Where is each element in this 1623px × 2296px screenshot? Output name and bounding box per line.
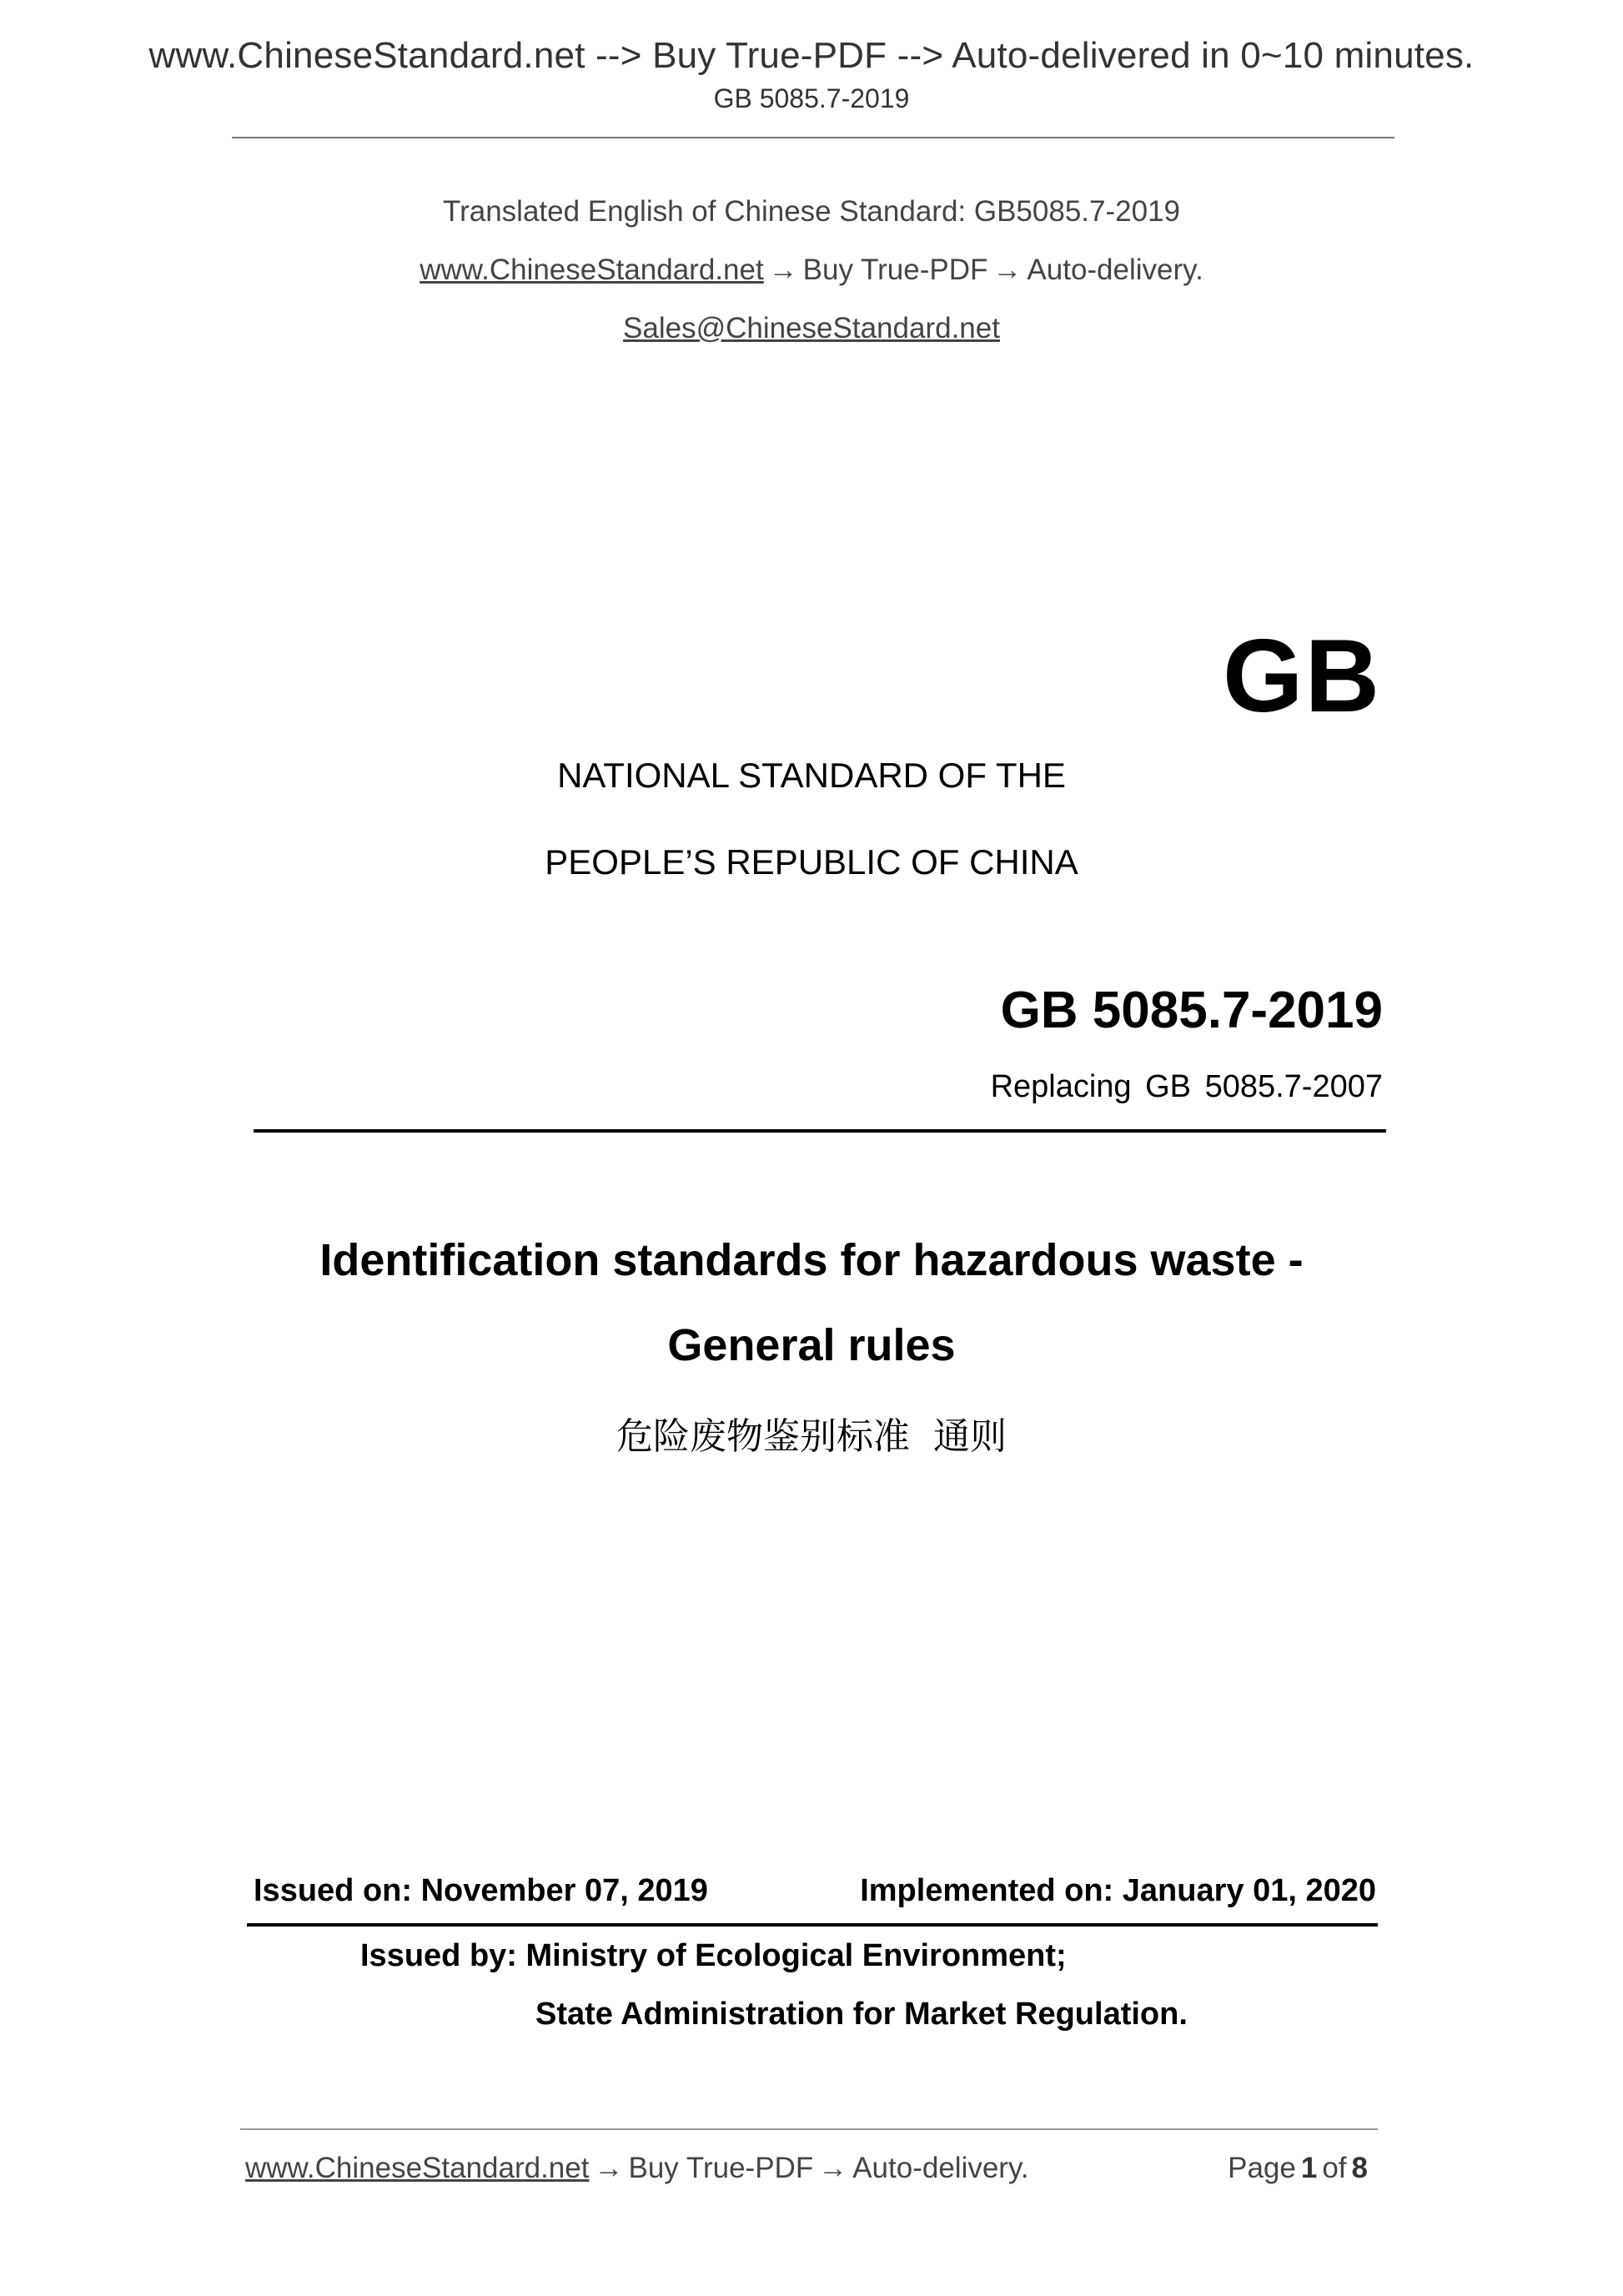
header-divider — [232, 137, 1394, 138]
national-standard-line-2: PEOPLE’S REPUBLIC OF CHINA — [545, 842, 1078, 882]
title-divider — [254, 1129, 1386, 1133]
email-line — [0, 312, 1623, 345]
buy-text: Buy True-PDF — [802, 254, 988, 286]
top-banner: www.ChineseStandard.net --> Buy True-PDF --> Auto-delivered in 0~10 minutes. — [148, 35, 1475, 76]
arrow-right-icon: → — [768, 254, 798, 286]
footer-delivery-text: Auto-delivery. — [852, 2152, 1029, 2184]
standard-number: GB 5085.7-2019 — [1000, 982, 1383, 1039]
arrow-right-icon: → — [818, 2152, 848, 2184]
document-title-chinese: 危险废物鉴别标准 通则 — [616, 1415, 1007, 1458]
document-title-line-1: Identification standards for hazardous waste - — [319, 1235, 1304, 1285]
gb-mark: GB — [1223, 619, 1381, 734]
delivery-text: Auto-delivery. — [1027, 254, 1203, 286]
replacing-note: Replacing GB 5085.7-2007 — [990, 1069, 1383, 1104]
footer-site-link[interactable]: www.ChineseStandard.net — [245, 2152, 590, 2184]
translated-notice: Translated English of Chinese Standard: GB5085.7-2019 — [443, 195, 1180, 228]
footer-divider — [240, 2128, 1378, 2130]
site-link[interactable]: www.ChineseStandard.net — [420, 254, 764, 286]
implemented-on-date: Implemented on: January 01, 2020 — [860, 1873, 1376, 1908]
page-indicator — [1228, 2152, 1373, 2185]
page-label: Page — [1228, 2152, 1296, 2184]
issued-by-line-2: State Administration for Market Regulation. — [535, 1997, 1188, 2032]
footer-buy-text: Buy True-PDF — [628, 2152, 814, 2184]
dates-divider — [247, 1923, 1378, 1927]
page-total: 8 — [1351, 2152, 1368, 2184]
issued-by-line-1: Issued by: Ministry of Ecological Environment; — [360, 1938, 1067, 1973]
purchase-line — [0, 254, 1623, 287]
of-label: of — [1322, 2152, 1347, 2184]
arrow-right-icon: → — [992, 254, 1023, 286]
national-standard-line-1: NATIONAL STANDARD OF THE — [557, 756, 1066, 795]
arrow-right-icon: → — [594, 2152, 624, 2184]
issued-on-date: Issued on: November 07, 2019 — [254, 1873, 708, 1908]
document-title-line-2: General rules — [667, 1320, 956, 1370]
page-current: 1 — [1300, 2152, 1318, 2184]
footer-purchase-line — [245, 2152, 1029, 2185]
email-link[interactable]: Sales@ChineseStandard.net — [623, 312, 1000, 344]
header-standard-code: GB 5085.7-2019 — [713, 83, 910, 113]
